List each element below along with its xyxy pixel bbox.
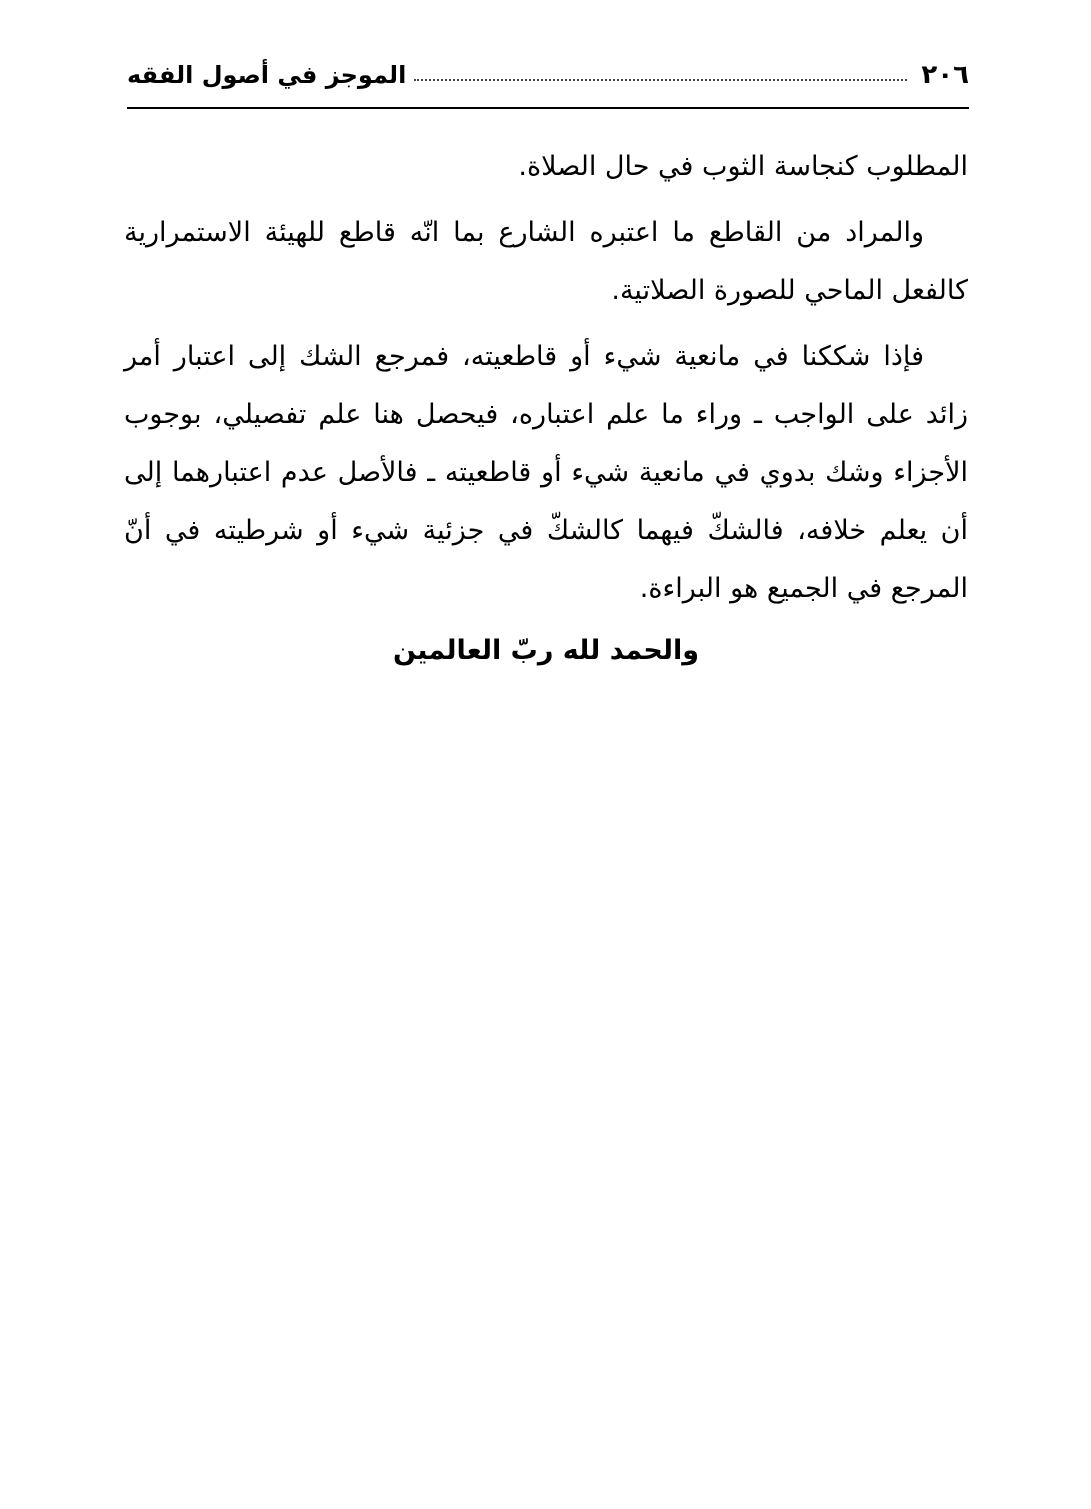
- header-rule: [127, 107, 969, 109]
- header-dot-leader: [414, 79, 907, 81]
- closing-phrase: والحمد لله ربّ العالمين: [392, 635, 700, 666]
- paragraph-qati-definition: والمراد من القاطع ما اعتبره الشارع بما انّه قاطع للهيئة الاستمرارية كالفعل الماحي للصورة الصلاتية.: [124, 217, 968, 306]
- paragraph-doubt-ruling: فإذا شككنا في مانعية شيء أو قاطعيته، فمرجع الشك إلى اعتبار أمر زائد على الواجب ـ وراء ما علم اعتباره، فيحصل هنا علم تفصيلي، بوجوب الأجزاء وشك بدوي في مانعية شيء أو قاطعيته ـ فالأصل عدم اعتبارهما إلى أن يعلم خلافه، فالشكّ فيهما كالشكّ في جزئية شيء أو شرطيته في أنّ المرجع في الجميع هو البراءة.: [124, 341, 968, 604]
- page-number: ٢٠٦: [921, 60, 969, 90]
- book-title: الموجز في أصول الفقه: [127, 61, 407, 89]
- running-header: [127, 52, 969, 98]
- paragraph-continuation: المطلوب كنجاسة الثوب في حال الصلاة.: [518, 151, 968, 182]
- body-text: [124, 138, 968, 626]
